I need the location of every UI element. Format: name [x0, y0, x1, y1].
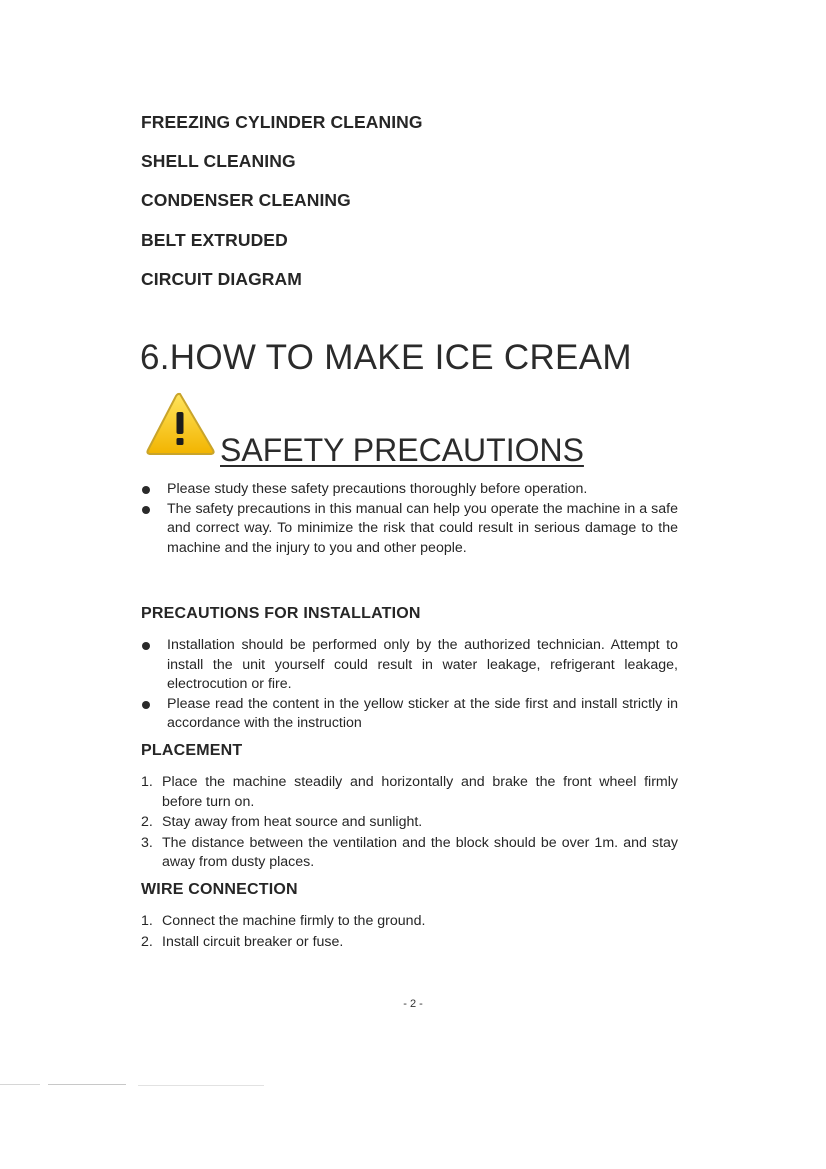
- bullet-icon: [142, 506, 150, 514]
- toc-item-freezing-cylinder-cleaning: FREEZING CYLINDER CLEANING: [141, 112, 423, 132]
- installation-bullet-list: [141, 636, 678, 734]
- list-item: 1. Place the machine steadily and horizontally and brake the front wheel firmly before turn on.: [141, 774, 678, 810]
- safety-bullet-list: [141, 480, 678, 558]
- list-item: Installation should be performed only by the authorized technician. Attempt to install the unit yourself could result in water leakage, refrigerant leakage, electrocution or fire.: [141, 636, 678, 695]
- bullet-icon: [142, 642, 150, 650]
- placement-heading: PLACEMENT: [141, 742, 243, 759]
- scan-artifact-line: [48, 1084, 126, 1085]
- scan-artifact-line: [0, 1084, 40, 1085]
- placement-list: [141, 773, 678, 874]
- toc-item-shell-cleaning: SHELL CLEANING: [141, 151, 296, 171]
- warning-triangle-icon: [143, 390, 217, 458]
- safety-precautions-title: SAFETY PRECAUTIONS: [220, 432, 584, 468]
- list-item: 1. Connect the machine firmly to the ground.: [141, 913, 426, 929]
- bullet-icon: [142, 701, 150, 709]
- list-item: 3. The distance between the ventilation and the block should be over 1m. and stay away from dusty places.: [141, 834, 678, 871]
- bullet-icon: [142, 486, 150, 494]
- list-item: Please read the content in the yellow sticker at the side first and install strictly in accordance with the instruction: [141, 695, 678, 734]
- toc-item-condenser-cleaning: CONDENSER CLEANING: [141, 190, 351, 210]
- wire-connection-heading: WIRE CONNECTION: [141, 881, 298, 898]
- scan-artifact-line: [138, 1085, 264, 1086]
- chapter-title: 6.HOW TO MAKE ICE CREAM: [140, 338, 632, 377]
- installation-heading: PRECAUTIONS FOR INSTALLATION: [141, 605, 421, 622]
- list-item: 2. Install circuit breaker or fuse.: [141, 933, 344, 950]
- list-item: The safety precautions in this manual can help you operate the machine in a safe and correct way. To minimize the risk that could result in serious damage to the machine and the injury to you and other people.: [141, 500, 678, 559]
- page-number: - 2 -: [403, 998, 423, 1010]
- toc-item-circuit-diagram: CIRCUIT DIAGRAM: [141, 269, 302, 289]
- wire-connection-list: [141, 912, 678, 953]
- toc-item-belt-extruded: BELT EXTRUDED: [141, 230, 288, 250]
- list-item: Please study these safety precautions thoroughly before operation.: [141, 480, 678, 500]
- list-item: 2. Stay away from heat source and sunlight.: [141, 814, 423, 831]
